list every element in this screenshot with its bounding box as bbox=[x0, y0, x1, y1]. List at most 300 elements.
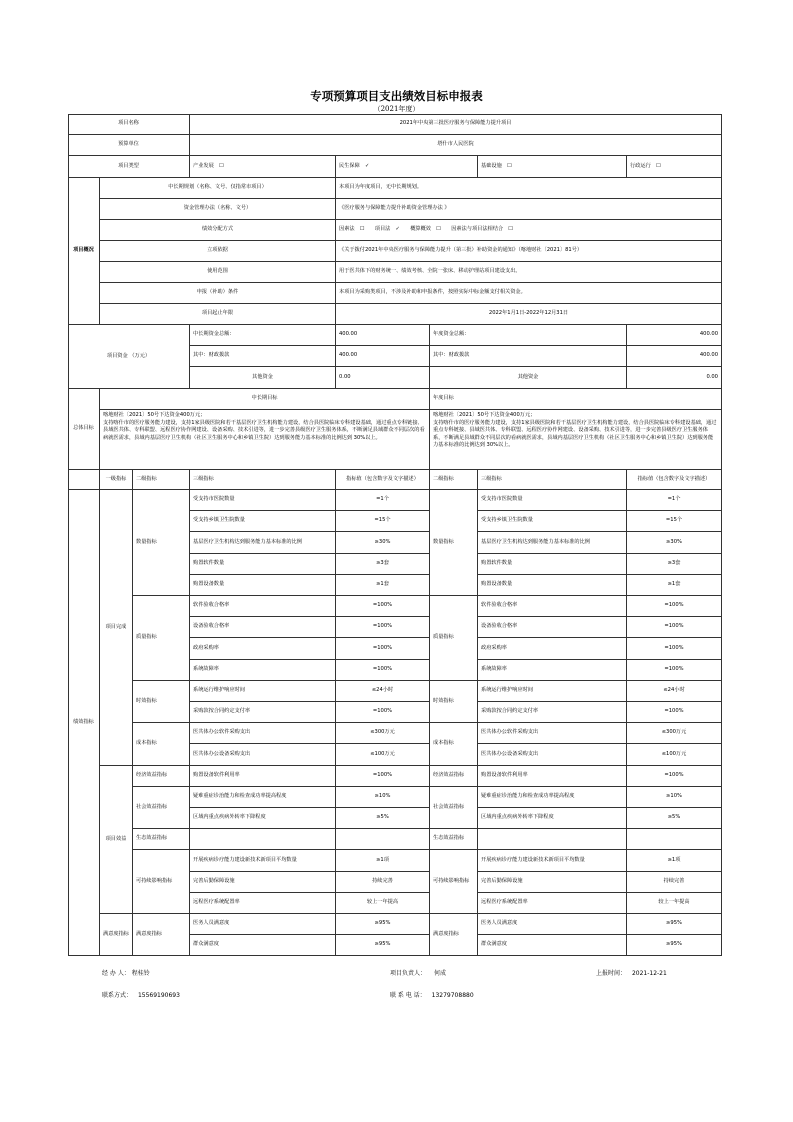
level1-group bbox=[100, 766, 133, 914]
indicator-value-right-text: =100% bbox=[664, 666, 684, 673]
indicator-name-right-text: 疑难重症诊治能力和检查成功率提高程度 bbox=[481, 793, 575, 800]
level2-group bbox=[133, 596, 190, 681]
funds-left-label bbox=[190, 325, 336, 346]
indicator-name-text: 政府采购率 bbox=[193, 644, 219, 651]
level2-group-right bbox=[430, 596, 478, 681]
overview-row-value bbox=[336, 220, 722, 241]
indicator-value bbox=[336, 723, 430, 744]
indicator-name-right-text: 购置设备软件利用率 bbox=[481, 772, 528, 779]
annual-goal-text bbox=[430, 410, 722, 470]
indicator-value-text: ≥95% bbox=[374, 920, 391, 927]
project-type-option-text: 民生保障 ✓ bbox=[339, 162, 370, 169]
funds-right-label-text: 其他资金 bbox=[517, 373, 539, 380]
indicator-value-text: =100% bbox=[372, 708, 393, 715]
funds-left-value bbox=[336, 325, 430, 346]
level2-group-text: 成本指标 bbox=[136, 740, 157, 747]
indicator-value-text: =100% bbox=[372, 772, 393, 779]
indicator-value-right-text: ≤300万元 bbox=[661, 729, 687, 736]
funds-left-label bbox=[190, 346, 336, 367]
funds-left-value-text: 400.00 bbox=[339, 331, 358, 338]
overview-row-label-text: 中长期规划（名称、文号、仅指常市项目） bbox=[168, 184, 267, 191]
level2-group bbox=[133, 787, 190, 829]
level2-group-right bbox=[430, 787, 478, 829]
project-type-option bbox=[190, 156, 336, 178]
indicator-name-right bbox=[478, 935, 627, 956]
indicator-name bbox=[190, 596, 336, 617]
overview-row-label bbox=[100, 304, 336, 325]
annual-goal-label-text: 年度目标 bbox=[433, 395, 454, 402]
overview-row-value-text: 本项目为年度项目，无中长期规划。 bbox=[339, 184, 423, 191]
funds-right-value bbox=[627, 367, 722, 389]
indicator-name-right bbox=[478, 575, 627, 596]
indicator-name-text: 购置软件数量 bbox=[193, 560, 225, 567]
indicator-value-right bbox=[627, 638, 722, 660]
level2-group bbox=[133, 829, 190, 850]
overview-row-label-text: 资金管理办法（名称、文号） bbox=[183, 205, 252, 212]
indicator-value-right bbox=[627, 660, 722, 681]
indicator-name bbox=[190, 554, 336, 575]
indicator-value-right-text: ≥3套 bbox=[667, 560, 681, 567]
indicator-value-right-text: ≥1套 bbox=[667, 581, 681, 588]
leader-name: 何成 bbox=[433, 970, 446, 977]
indicator-value-right bbox=[627, 532, 722, 554]
indicator-value bbox=[336, 872, 430, 893]
report-date-field bbox=[596, 968, 667, 977]
head-level3-right bbox=[478, 470, 627, 490]
head-level1 bbox=[100, 470, 133, 490]
level2-group-right-text: 经济效益指标 bbox=[433, 772, 465, 779]
project-name-value bbox=[190, 114, 722, 135]
indicator-value bbox=[336, 532, 430, 554]
funds-left-label-text: 其他资金 bbox=[252, 373, 273, 380]
level2-group-text: 时效指标 bbox=[136, 697, 157, 704]
indicator-name-right-text: 购置设备数量 bbox=[481, 581, 513, 588]
indicator-name-right-text: 医务人员满意度 bbox=[481, 920, 518, 927]
overview-row-value bbox=[336, 199, 722, 220]
indicator-name bbox=[190, 490, 336, 511]
indicator-name-right bbox=[478, 490, 627, 511]
indicator-value-right-text: 持续完善 bbox=[663, 878, 685, 885]
overview-row-label-text: 项目起止年限 bbox=[201, 310, 234, 317]
level2-group-right-text: 数量指标 bbox=[433, 538, 454, 545]
funds-label bbox=[68, 325, 190, 389]
indicator-value bbox=[336, 787, 430, 808]
indicator-value-right bbox=[627, 702, 722, 723]
goals-section-label bbox=[68, 389, 100, 470]
indicator-name-right-text: 医共体办公设备采购支出 bbox=[481, 750, 539, 757]
indicator-name-right bbox=[478, 554, 627, 575]
indicator-name-right-text: 受支持乡镇卫生院数量 bbox=[481, 517, 533, 524]
indicator-value-right-text: ≤24小时 bbox=[663, 687, 685, 694]
indicator-value-text: 持续完善 bbox=[372, 878, 393, 885]
contact-label: 联系方式： bbox=[102, 992, 133, 999]
indicator-name-right-text: 开展疾病诊疗能力建设新技术新项目平均数量 bbox=[481, 856, 585, 863]
level2-group bbox=[133, 766, 190, 787]
report-date-label: 上报时间： bbox=[596, 970, 627, 977]
budget-unit-label bbox=[68, 135, 190, 156]
indicator-value-text: ≥30% bbox=[374, 538, 391, 545]
overview-section-label bbox=[68, 178, 100, 325]
funds-right-value-text: 0.00 bbox=[706, 373, 718, 380]
head-level2-right bbox=[430, 470, 478, 490]
indicator-value-text: ≥95% bbox=[374, 941, 391, 948]
indicator-name-text: 购置设备软件利用率 bbox=[193, 772, 240, 779]
indicator-name-right bbox=[478, 511, 627, 532]
level2-group-right-text: 时效指标 bbox=[433, 697, 454, 704]
project-name-label bbox=[68, 114, 190, 135]
level2-group-right-text: 质量指标 bbox=[433, 634, 454, 641]
indicator-name-right bbox=[478, 532, 627, 554]
indicator-value-right bbox=[627, 744, 722, 766]
indicator-name-right-text: 软件验收合格率 bbox=[481, 602, 518, 609]
level2-group-right bbox=[430, 914, 478, 956]
indicator-value bbox=[336, 850, 430, 872]
head-value-right-text: 指标值（包含数字及文字描述） bbox=[637, 475, 711, 482]
indicator-name bbox=[190, 850, 336, 872]
overview-row-value bbox=[336, 262, 722, 283]
indicator-name-text: 医共体办公设备采购支出 bbox=[193, 750, 251, 757]
level2-group bbox=[133, 850, 190, 914]
level2-group bbox=[133, 723, 190, 766]
indicator-value bbox=[336, 893, 430, 914]
indicator-name-right bbox=[478, 744, 627, 766]
funds-left-label-text: 其中：财政拨款 bbox=[193, 352, 230, 359]
level2-group-right bbox=[430, 766, 478, 787]
indicator-value-right bbox=[627, 554, 722, 575]
budget-unit-value bbox=[190, 135, 722, 156]
indicator-name-right-text: 医共体办公软件采购支出 bbox=[481, 729, 539, 736]
overview-row-value-text: 因素法 ☐ 项目法 ✓ 概算概效 ☐ 因素法与项目法相结合 ☐ bbox=[339, 226, 513, 233]
indicator-value bbox=[336, 766, 430, 787]
indicator-value bbox=[336, 808, 430, 829]
level2-group-right-text: 生态效益指标 bbox=[433, 835, 465, 842]
indicator-value-right bbox=[627, 575, 722, 596]
indicator-name-right bbox=[478, 702, 627, 723]
indicator-value bbox=[336, 596, 430, 617]
project-name-value-text: 2021年中央第三批医疗服务与保障能力提升项目 bbox=[399, 120, 512, 127]
annual-goal-text-text: 喀地财社〔2021〕50号下达资金400万元； 支持喀什市的医疗服务能力建设，支持1家县级医院和若干基层医疗卫生机构能力建设，结合县医院临床专科建设基础，通过重点专科链接、县域医共体、专科联盟、远程医疗协作网建设、设备采购、技术引进等，进一步完善县级医疗卫生服务体系，不断满足县域群众不同层次的看病就医需求，县域内基层医疗卫生机构（社区卫生服务中心和乡镇卫生院）达到服务能力基本标准的比例达到 30%以上。 bbox=[433, 412, 717, 449]
budget-unit-value-text: 塔什市人民医院 bbox=[437, 141, 474, 148]
indicator-name-right bbox=[478, 660, 627, 681]
indicator-value-right-text: ≥95% bbox=[666, 920, 682, 927]
indicator-value-text: =15个 bbox=[374, 517, 391, 524]
funds-right-label bbox=[430, 346, 627, 367]
indicator-name bbox=[190, 723, 336, 744]
phone-value: 13279708880 bbox=[431, 992, 474, 999]
indicator-name-right bbox=[478, 914, 627, 935]
overview-row-label bbox=[100, 262, 336, 283]
indicator-name-right bbox=[478, 638, 627, 660]
funds-right-value-text: 400.00 bbox=[699, 352, 718, 359]
indicator-value-right bbox=[627, 681, 722, 702]
indicator-value bbox=[336, 829, 430, 850]
indicator-name-text: 受支持市医院数量 bbox=[193, 496, 235, 503]
contact-field bbox=[102, 990, 180, 999]
funds-right-label-text: 年度资金总额： bbox=[433, 331, 470, 338]
indicators-section-label bbox=[68, 490, 100, 956]
indicator-name-right-text: 群众满意度 bbox=[481, 941, 507, 948]
indicator-value-right bbox=[627, 490, 722, 511]
funds-left-value-text: 400.00 bbox=[339, 352, 358, 359]
head-value-text: 指标值（包含数字及文字描述） bbox=[346, 475, 419, 482]
indicator-name bbox=[190, 787, 336, 808]
indicator-value-right-text: =15个 bbox=[665, 517, 683, 524]
indicator-value-text: ≥3套 bbox=[376, 560, 389, 567]
mid-goal-text bbox=[100, 410, 430, 470]
indicator-value-right-text: =1个 bbox=[667, 496, 681, 503]
indicator-value-text: ≤100万元 bbox=[370, 750, 395, 757]
indicator-name-right-text: 区域内重点疾病外转率下降程度 bbox=[481, 814, 554, 821]
indicator-value bbox=[336, 681, 430, 702]
indicator-value-right-text: =100% bbox=[664, 602, 684, 609]
indicator-name-right-text: 系统故障率 bbox=[481, 666, 507, 673]
project-type-option-text: 行政运行 ☐ bbox=[630, 162, 661, 169]
level2-group-text: 生态效益指标 bbox=[136, 835, 168, 842]
funds-left-value-text: 0.00 bbox=[339, 373, 351, 380]
indicator-value-right bbox=[627, 829, 722, 850]
level2-group-text: 可持续影响指标 bbox=[136, 877, 173, 884]
indicator-name-right bbox=[478, 787, 627, 808]
overview-row-label bbox=[100, 241, 336, 262]
indicator-value-right bbox=[627, 596, 722, 617]
indicator-value-right-text: ≥95% bbox=[666, 941, 682, 948]
indicator-name-right bbox=[478, 808, 627, 829]
indicators-head-blank bbox=[68, 470, 100, 490]
overview-row-label-text: 申报（补助）条件 bbox=[196, 289, 239, 296]
indicator-name-text: 区域内重点疾病外转率下降程度 bbox=[193, 814, 266, 821]
level1-group bbox=[100, 490, 133, 766]
indicator-value bbox=[336, 617, 430, 638]
overview-row-label bbox=[100, 220, 336, 241]
budget-unit-label-text: 预算单位 bbox=[118, 141, 139, 148]
indicator-value-right-text: ≤100万元 bbox=[661, 750, 687, 757]
level1-group-text: 满意度指标 bbox=[103, 930, 129, 937]
funds-left-value bbox=[336, 346, 430, 367]
overview-row-label bbox=[100, 283, 336, 304]
project-name-label-text: 项目名称 bbox=[118, 120, 139, 127]
indicator-name-text: 受支持乡镇卫生院数量 bbox=[193, 517, 245, 524]
project-type-label-text: 项目类型 bbox=[118, 162, 139, 169]
indicator-name bbox=[190, 532, 336, 554]
funds-left-value bbox=[336, 367, 430, 389]
indicator-name-text: 基层医疗卫生机构达到服务能力基本标准的比例 bbox=[193, 538, 302, 545]
indicator-name bbox=[190, 638, 336, 660]
funds-label-text: 项目资金 （万元） bbox=[106, 352, 151, 359]
indicator-value-right bbox=[627, 787, 722, 808]
indicator-name bbox=[190, 617, 336, 638]
indicator-name-text: 医务人员满意度 bbox=[193, 920, 230, 927]
level2-group-right bbox=[430, 850, 478, 914]
indicator-value-right bbox=[627, 914, 722, 935]
indicator-name-text: 设备验收合格率 bbox=[193, 623, 230, 630]
overview-row-value-text: 《关于拨付2021年中央医疗服务与保障能力提升（第三批）补助资金的通知》（喀地财社〔2021〕81号） bbox=[339, 247, 583, 254]
indicator-name-text: 系统运行维护响应时间 bbox=[193, 687, 245, 694]
indicator-name bbox=[190, 681, 336, 702]
indicator-value-text: =1个 bbox=[376, 496, 389, 503]
indicator-value bbox=[336, 554, 430, 575]
funds-right-label bbox=[430, 367, 627, 389]
head-value bbox=[336, 470, 430, 490]
mid-goal-label bbox=[100, 389, 430, 410]
indicator-value-right bbox=[627, 766, 722, 787]
head-level3-text: 三级指标 bbox=[193, 475, 214, 482]
indicator-name-right-text: 受支持市医院数量 bbox=[481, 496, 523, 503]
indicator-name-text: 软件验收合格率 bbox=[193, 602, 230, 609]
indicator-name-right bbox=[478, 766, 627, 787]
level2-group-right-text: 可持续影响指标 bbox=[433, 877, 470, 884]
indicator-value bbox=[336, 511, 430, 532]
indicator-value-text: =100% bbox=[372, 666, 393, 673]
indicator-value-right-text: ≥30% bbox=[666, 538, 682, 545]
indicator-name-text: 疑难重症诊治能力和检查成功率提高程度 bbox=[193, 793, 287, 800]
handler-label: 经 办 人： bbox=[102, 970, 130, 977]
indicator-value-right bbox=[627, 808, 722, 829]
leader-label: 项目负责人： bbox=[390, 970, 427, 977]
overview-row-value-text: 本项目为采购类项目，不涉及补助和申报条件，按照实际中标金额支付相关资金。 bbox=[339, 289, 526, 296]
handler-field bbox=[102, 968, 150, 977]
level2-group bbox=[133, 914, 190, 956]
indicator-name bbox=[190, 575, 336, 596]
indicator-value bbox=[336, 914, 430, 935]
overview-row-value bbox=[336, 178, 722, 199]
overview-row-label bbox=[100, 178, 336, 199]
funds-right-label bbox=[430, 325, 627, 346]
overview-row-label-text: 使用范围 bbox=[207, 268, 228, 275]
indicator-name-right-text: 基层医疗卫生机构达到服务能力基本标准的比例 bbox=[481, 538, 590, 545]
report-date-value: 2021-12-21 bbox=[631, 970, 667, 977]
overview-section-label-text: 项目概况 bbox=[73, 247, 94, 254]
indicator-name-right-text: 完善后勤保障设施 bbox=[481, 878, 523, 885]
project-type-option bbox=[336, 156, 478, 178]
indicator-name bbox=[190, 893, 336, 914]
indicators-section-label-text: 绩效指标 bbox=[73, 718, 94, 725]
overview-row-value bbox=[336, 283, 722, 304]
indicator-value-right-text: =100% bbox=[664, 623, 684, 630]
indicator-name bbox=[190, 744, 336, 766]
page-title: 专项预算项目支出绩效目标申报表 bbox=[310, 89, 483, 103]
indicator-name-text: 采购款按合同约定支付率 bbox=[193, 708, 251, 715]
indicator-value-text: ≥5% bbox=[376, 814, 389, 821]
indicator-value bbox=[336, 660, 430, 681]
indicator-value-text: =100% bbox=[372, 623, 393, 630]
phone-field bbox=[390, 990, 474, 999]
funds-right-value bbox=[627, 325, 722, 346]
level2-group-right bbox=[430, 490, 478, 596]
indicator-value bbox=[336, 702, 430, 723]
indicator-value-right bbox=[627, 850, 722, 872]
head-level1-text: 一级指标 bbox=[105, 475, 127, 482]
level2-group-right-text: 成本指标 bbox=[433, 740, 454, 747]
project-type-label bbox=[68, 156, 190, 178]
funds-left-label bbox=[190, 367, 336, 389]
handler-name: 程桂铃 bbox=[131, 970, 150, 977]
indicator-value-right bbox=[627, 893, 722, 914]
indicator-value-text: ≤300万元 bbox=[370, 729, 395, 736]
overview-row-value-text: 用于医共体下的财务统一、绩效考核、全院一张床、移动护理站项目建设支出。 bbox=[339, 268, 521, 275]
indicator-name-right bbox=[478, 850, 627, 872]
indicator-value-text: 较上一年提高 bbox=[366, 899, 399, 906]
indicator-name-right-text: 设备验收合格率 bbox=[481, 623, 518, 630]
indicator-value-text: ≥1套 bbox=[376, 581, 389, 588]
level2-group-right-text: 社会效益指标 bbox=[433, 803, 465, 810]
level2-group bbox=[133, 490, 190, 596]
project-type-option bbox=[478, 156, 627, 178]
funds-left-label-text: 中长期资金总额： bbox=[193, 331, 235, 338]
indicator-name-right bbox=[478, 723, 627, 744]
indicator-name-right bbox=[478, 681, 627, 702]
overview-row-label bbox=[100, 199, 336, 220]
indicator-name-right bbox=[478, 829, 627, 850]
indicator-name-right bbox=[478, 617, 627, 638]
indicator-value-right bbox=[627, 511, 722, 532]
indicator-name bbox=[190, 511, 336, 532]
indicator-value-right-text: ≥10% bbox=[666, 793, 682, 800]
indicator-value-right bbox=[627, 935, 722, 956]
indicator-name-text: 远程医疗系统配置率 bbox=[193, 899, 240, 906]
indicator-value bbox=[336, 490, 430, 511]
overview-row-label-text: 绩效分配方式 bbox=[201, 226, 234, 233]
indicator-value-right-text: =100% bbox=[664, 708, 684, 715]
indicator-name-text: 系统故障率 bbox=[193, 666, 219, 673]
annual-goal-label bbox=[430, 389, 722, 410]
indicator-name-right-text: 政府采购率 bbox=[481, 644, 507, 651]
indicator-value-right-text: ≥1项 bbox=[667, 856, 681, 863]
indicator-name-text: 医共体办公软件采购支出 bbox=[193, 729, 251, 736]
indicator-value-text: =100% bbox=[372, 644, 393, 651]
indicator-value-text: ≥1项 bbox=[376, 856, 389, 863]
indicator-name-right bbox=[478, 872, 627, 893]
head-level3-right-text: 三级指标 bbox=[481, 475, 502, 482]
indicator-name bbox=[190, 829, 336, 850]
level2-group-text: 满意度指标 bbox=[136, 930, 162, 937]
level2-group bbox=[133, 681, 190, 723]
indicator-value-right bbox=[627, 872, 722, 893]
indicator-name bbox=[190, 702, 336, 723]
indicator-name bbox=[190, 766, 336, 787]
indicator-name-text: 购置设备数量 bbox=[193, 581, 225, 588]
overview-row-value-text: 2022年1月1日-2022年12月31日 bbox=[488, 310, 569, 317]
level2-group-text: 经济效益指标 bbox=[136, 772, 168, 779]
head-value-right bbox=[627, 470, 722, 490]
leader-field bbox=[390, 968, 446, 977]
overview-row-label-text: 立项依据 bbox=[207, 247, 228, 254]
page-subtitle: （2021年度） bbox=[373, 105, 420, 113]
indicator-name-right-text: 购置软件数量 bbox=[481, 560, 513, 567]
funds-right-value-text: 400.00 bbox=[699, 331, 718, 338]
contact-value: 15569190693 bbox=[137, 992, 180, 999]
level2-group-right bbox=[430, 723, 478, 766]
level1-group-text: 项目效益 bbox=[105, 835, 127, 842]
project-type-option-text: 产业发展 ☐ bbox=[193, 162, 224, 169]
project-type-option-text: 基础设施 ☐ bbox=[481, 162, 512, 169]
level2-group-right-text: 满意度指标 bbox=[433, 930, 459, 937]
indicator-name-right-text: 远程医疗系统配置率 bbox=[481, 899, 528, 906]
funds-right-label-text: 其中：财政拨款 bbox=[433, 352, 470, 359]
head-level2-text: 二级指标 bbox=[136, 475, 157, 482]
level1-group bbox=[100, 914, 133, 956]
level2-group-text: 社会效益指标 bbox=[136, 803, 168, 810]
indicator-value-right bbox=[627, 617, 722, 638]
head-level3 bbox=[190, 470, 336, 490]
indicator-name bbox=[190, 660, 336, 681]
indicator-name-right-text: 采购款按合同约定支付率 bbox=[481, 708, 539, 715]
level2-group-right bbox=[430, 829, 478, 850]
budget-form-table bbox=[68, 114, 722, 956]
indicator-value-text: ≥10% bbox=[374, 793, 391, 800]
funds-right-value bbox=[627, 346, 722, 367]
indicator-value-right-text: =100% bbox=[664, 644, 684, 651]
level2-group-right bbox=[430, 681, 478, 723]
